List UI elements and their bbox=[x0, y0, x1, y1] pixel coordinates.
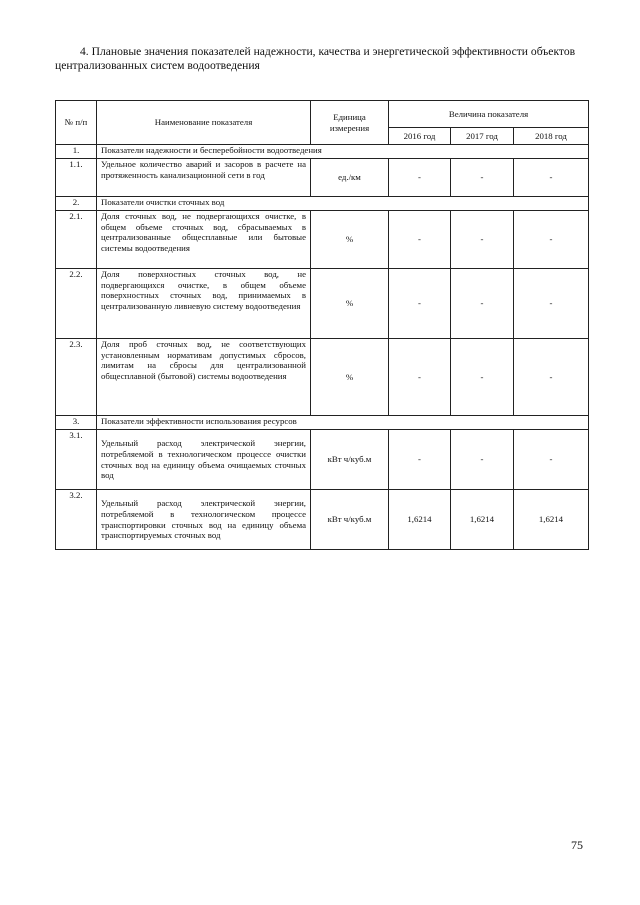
value-2018: - bbox=[514, 269, 589, 339]
value-2017: - bbox=[451, 339, 514, 416]
table-row bbox=[56, 269, 589, 339]
table-row bbox=[56, 490, 589, 550]
table-row bbox=[56, 430, 589, 490]
indicator-unit: % bbox=[311, 269, 389, 339]
indicator-unit: кВт ч/куб.м bbox=[311, 430, 389, 490]
value-2018: - bbox=[514, 430, 589, 490]
section-title: Показатели эффективности использования ресурсов bbox=[97, 416, 589, 430]
table-row bbox=[56, 339, 589, 416]
section-title: Показатели надежности и бесперебойности водоотведения bbox=[97, 145, 589, 159]
value-2017: - bbox=[451, 211, 514, 269]
row-number: 2. bbox=[56, 197, 97, 211]
value-2017: - bbox=[451, 269, 514, 339]
value-2016: - bbox=[389, 269, 451, 339]
value-2017: - bbox=[451, 159, 514, 197]
value-2016: - bbox=[389, 339, 451, 416]
header-year-2018: 2018 год bbox=[514, 128, 589, 145]
indicator-name: Удельное количество аварий и засоров в расчете на протяженность канализационной сети в год bbox=[97, 159, 311, 197]
table-row-section bbox=[56, 416, 589, 430]
indicator-unit: ед./км bbox=[311, 159, 389, 197]
row-number: 1. bbox=[56, 145, 97, 159]
header-year-2016: 2016 год bbox=[389, 128, 451, 145]
row-number: 2.3. bbox=[56, 339, 97, 416]
row-number: 3.2. bbox=[56, 490, 97, 550]
indicator-name: Удельный расход электрической энергии, потребляемой в технологическом процессе транспортировки сточных вод на единицу объема транспортируемых сточных вод bbox=[97, 490, 311, 550]
value-2018: 1,6214 bbox=[514, 490, 589, 550]
indicators-table bbox=[55, 100, 589, 550]
row-number: 3.1. bbox=[56, 430, 97, 490]
value-2017: - bbox=[451, 430, 514, 490]
value-2016: - bbox=[389, 159, 451, 197]
value-2018: - bbox=[514, 339, 589, 416]
table-row bbox=[56, 211, 589, 269]
indicator-name: Доля проб сточных вод, не соответствующих установленным нормативам допустимых сбросов, лимитам на сбросы для централизованной общесплавной (бытовой) системы водоотведения bbox=[97, 339, 311, 416]
header-year-2017: 2017 год bbox=[451, 128, 514, 145]
header-value-group: Величина показателя bbox=[389, 101, 589, 128]
indicator-name: Доля поверхностных сточных вод, не подвергающихся очистке, в общем объеме поверхностных сточных вод, принимаемых в централизованную ливневую систему водоотведения bbox=[97, 269, 311, 339]
indicator-unit: кВт ч/куб.м bbox=[311, 490, 389, 550]
header-unit: Единица измерения bbox=[311, 101, 389, 145]
table-row bbox=[56, 159, 589, 197]
row-number: 3. bbox=[56, 416, 97, 430]
header-name: Наименование показателя bbox=[97, 101, 311, 145]
section-heading: 4. Плановые значения показателей надежности, качества и энергетической эффективности объектов централизованных систем водоотведения bbox=[55, 45, 576, 72]
value-2017: 1,6214 bbox=[451, 490, 514, 550]
row-number: 1.1. bbox=[56, 159, 97, 197]
value-2018: - bbox=[514, 211, 589, 269]
table-row-section bbox=[56, 197, 589, 211]
value-2016: - bbox=[389, 211, 451, 269]
header-number: № п/п bbox=[56, 101, 97, 145]
value-2016: 1,6214 bbox=[389, 490, 451, 550]
indicator-name: Удельный расход электрической энергии, потребляемой в технологическом процессе очистки сточных вод на единицу объема очищаемых сточных вод bbox=[97, 430, 311, 490]
indicator-name: Доля сточных вод, не подвергающихся очистке, в общем объеме сточных вод, сбрасываемых в централизованные общесплавные или бытовые системы водоотведения bbox=[97, 211, 311, 269]
section-title: Показатели очистки сточных вод bbox=[97, 197, 589, 211]
row-number: 2.1. bbox=[56, 211, 97, 269]
table-row-section bbox=[56, 145, 589, 159]
indicator-unit: % bbox=[311, 339, 389, 416]
value-2018: - bbox=[514, 159, 589, 197]
page-number: 75 bbox=[571, 838, 583, 852]
value-2016: - bbox=[389, 430, 451, 490]
indicator-unit: % bbox=[311, 211, 389, 269]
row-number: 2.2. bbox=[56, 269, 97, 339]
